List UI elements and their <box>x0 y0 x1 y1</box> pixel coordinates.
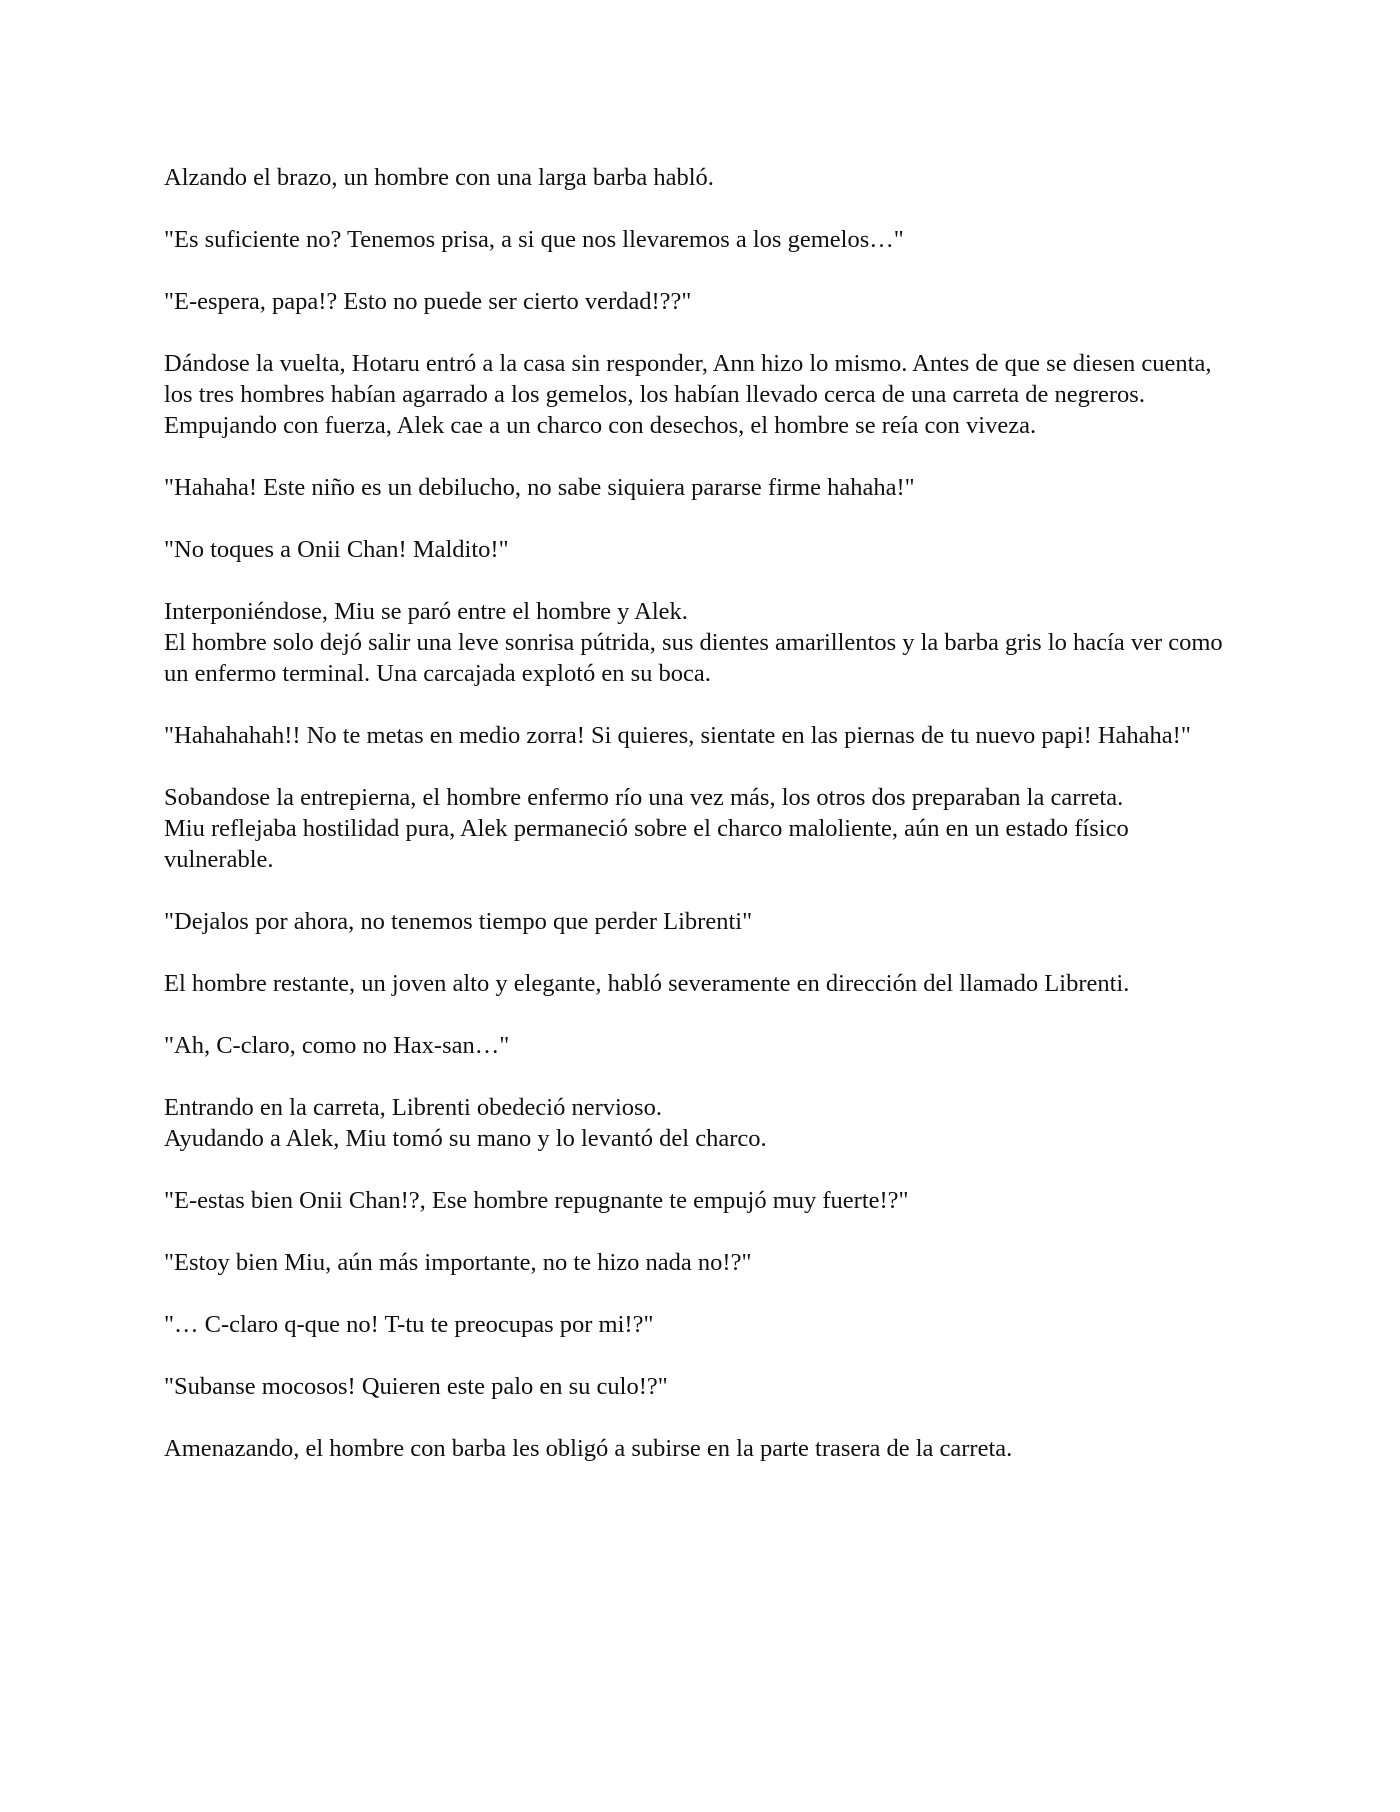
paragraph: Amenazando, el hombre con barba les obligó a subirse en la parte trasera de la carreta. <box>164 1435 1013 1462</box>
paragraph: "E-estas bien Onii Chan!?, Ese hombre repugnante te empujó muy fuerte!?" <box>164 1187 909 1214</box>
paragraph: "Estoy bien Miu, aún más importante, no te hizo nada no!?" <box>164 1249 752 1276</box>
paragraph: "… C-claro q-que no! T-tu te preocupas por mi!?" <box>164 1311 654 1338</box>
paragraph: "Hahaha! Este niño es un debilucho, no sabe siquiera pararse firme hahaha!" <box>164 474 915 501</box>
paragraph: Entrando en la carreta, Librenti obedeció nervioso. Ayudando a Alek, Miu tomó su mano y lo levantó del charco. <box>164 1094 767 1152</box>
paragraph: Interponiéndose, Miu se paró entre el hombre y Alek. El hombre solo dejó salir una leve sonrisa pútrida, sus dientes amarillentos y la barba gris lo hacía ver como un enfermo terminal. Una carcajada explotó en su boca. <box>164 598 1223 687</box>
paragraph: "Subanse mocosos! Quieren este palo en su culo!?" <box>164 1373 668 1400</box>
paragraph: Alzando el brazo, un hombre con una larga barba habló. <box>164 164 714 191</box>
paragraph: "Dejalos por ahora, no tenemos tiempo que perder Librenti" <box>164 908 753 935</box>
document-body <box>164 162 1244 1495</box>
paragraph: "No toques a Onii Chan! Maldito!" <box>164 536 509 563</box>
paragraph: Sobandose la entrepierna, el hombre enfermo río una vez más, los otros dos preparaban la carreta. Miu reflejaba hostilidad pura, Alek permaneció sobre el charco maloliente, aún en un estado físico vulnerable. <box>164 784 1129 873</box>
paragraph: "Hahahahah!! No te metas en medio zorra! Si quieres, sientate en las piernas de tu nuevo papi! Hahaha!" <box>164 722 1191 749</box>
paragraph: El hombre restante, un joven alto y elegante, habló severamente en dirección del llamado Librenti. <box>164 970 1130 997</box>
paragraph: "E-espera, papa!? Esto no puede ser cierto verdad!??" <box>164 288 692 315</box>
paragraph: "Es suficiente no? Tenemos prisa, a si que nos llevaremos a los gemelos…" <box>164 226 904 253</box>
paragraph: Dándose la vuelta, Hotaru entró a la casa sin responder, Ann hizo lo mismo. Antes de que se diesen cuenta, los tres hombres habían agarrado a los gemelos, los habían llevado cerca de una carreta de negreros. Empujando con fuerza, Alek cae a un charco con desechos, el hombre se reía con viveza. <box>164 350 1212 439</box>
paragraph: "Ah, C-claro, como no Hax-san…" <box>164 1032 510 1059</box>
